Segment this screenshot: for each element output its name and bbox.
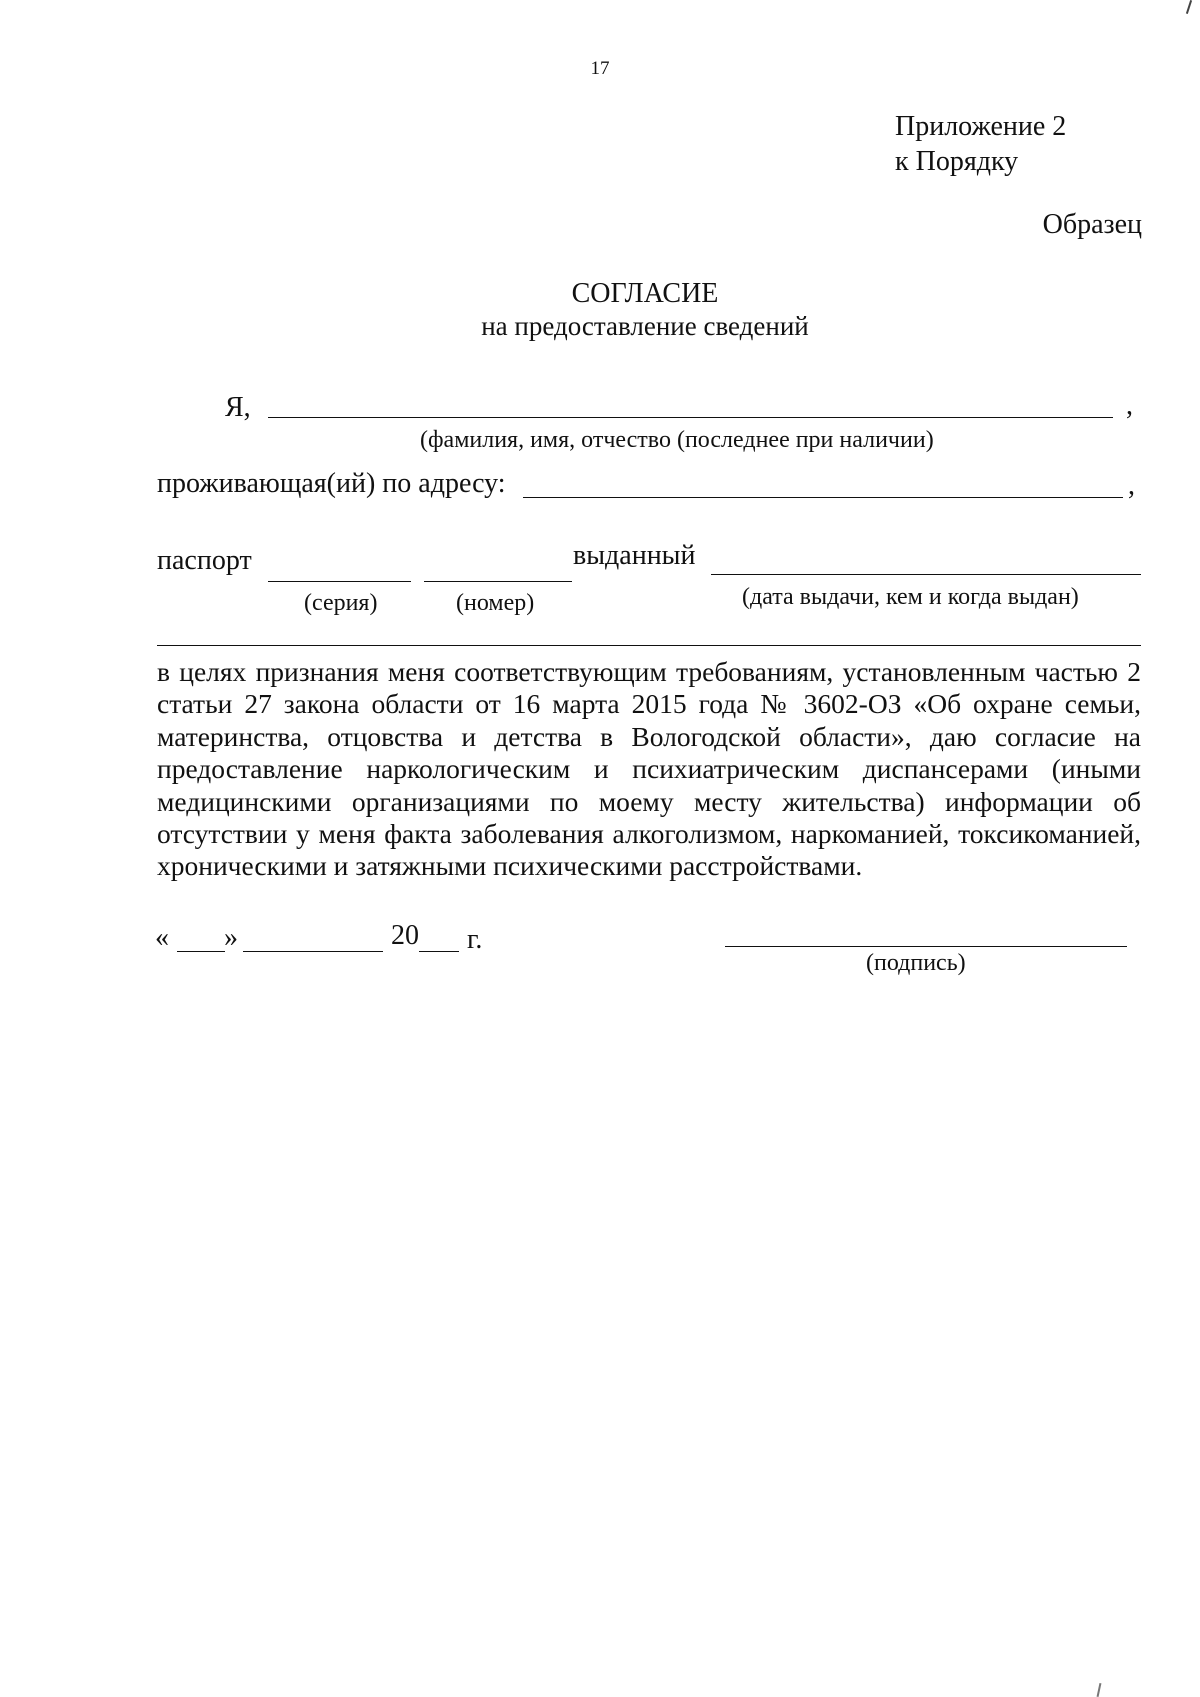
series-hint: (серия): [304, 590, 378, 616]
issued-continuation-line: [157, 645, 1141, 646]
signature-hint: (подпись): [866, 950, 966, 976]
date-close-quote: »: [224, 922, 238, 953]
date-year-prefix: 20: [391, 920, 419, 951]
consent-body: [157, 656, 1141, 883]
passport-series-line: [268, 581, 411, 582]
document-title: СОГЛАСИЕ: [571, 278, 719, 309]
consent-paragraph: в целях признания меня соответствующим требованиям, установленным частью 2 статьи 27 закона области от 16 марта 2015 года № 3602-ОЗ «Об охране семьи, материнства, отцовства и детства в Вологодской области», даю согласие на предоставление наркологическим и психиатрическим диспансерами (иными медицинскими организациями по моему месту жительства) информации об отсутствии у меня факта заболевания алкоголизмом, наркоманией, токсикоманией, хроническими и затяжными психическими расстройствами.: [157, 656, 1141, 882]
sample-label: Образец: [1042, 209, 1142, 240]
date-year-line: [419, 951, 459, 952]
address-label: проживающая(ий) по адресу:: [157, 468, 506, 499]
date-day-line: [177, 951, 225, 952]
passport-number-line: [424, 581, 572, 582]
date-month-line: [243, 951, 383, 952]
address-line: [523, 497, 1123, 498]
name-hint: (фамилия, имя, отчество (последнее при наличии): [420, 427, 934, 453]
issued-line: [711, 574, 1141, 575]
name-line: [268, 417, 1113, 418]
date-open-quote: «: [155, 922, 169, 953]
passport-label: паспорт: [157, 545, 252, 576]
name-prefix: Я,: [225, 392, 251, 423]
issued-hint: (дата выдачи, кем и когда выдан): [742, 584, 1079, 610]
page-number: 17: [590, 58, 610, 79]
appendix-line-1: Приложение 2: [895, 111, 1067, 142]
signature-line: [725, 946, 1127, 947]
issued-label: выданный: [573, 540, 696, 571]
appendix-line-2: к Порядку: [895, 146, 1019, 177]
scan-mark-bottom: [1097, 1683, 1102, 1697]
number-hint: (номер): [456, 590, 535, 616]
address-comma: ,: [1128, 470, 1135, 501]
date-year-suffix: г.: [467, 924, 483, 955]
name-comma: ,: [1126, 390, 1133, 421]
scan-mark-top: [1186, 0, 1192, 14]
document-subtitle: на предоставление сведений: [481, 311, 809, 341]
